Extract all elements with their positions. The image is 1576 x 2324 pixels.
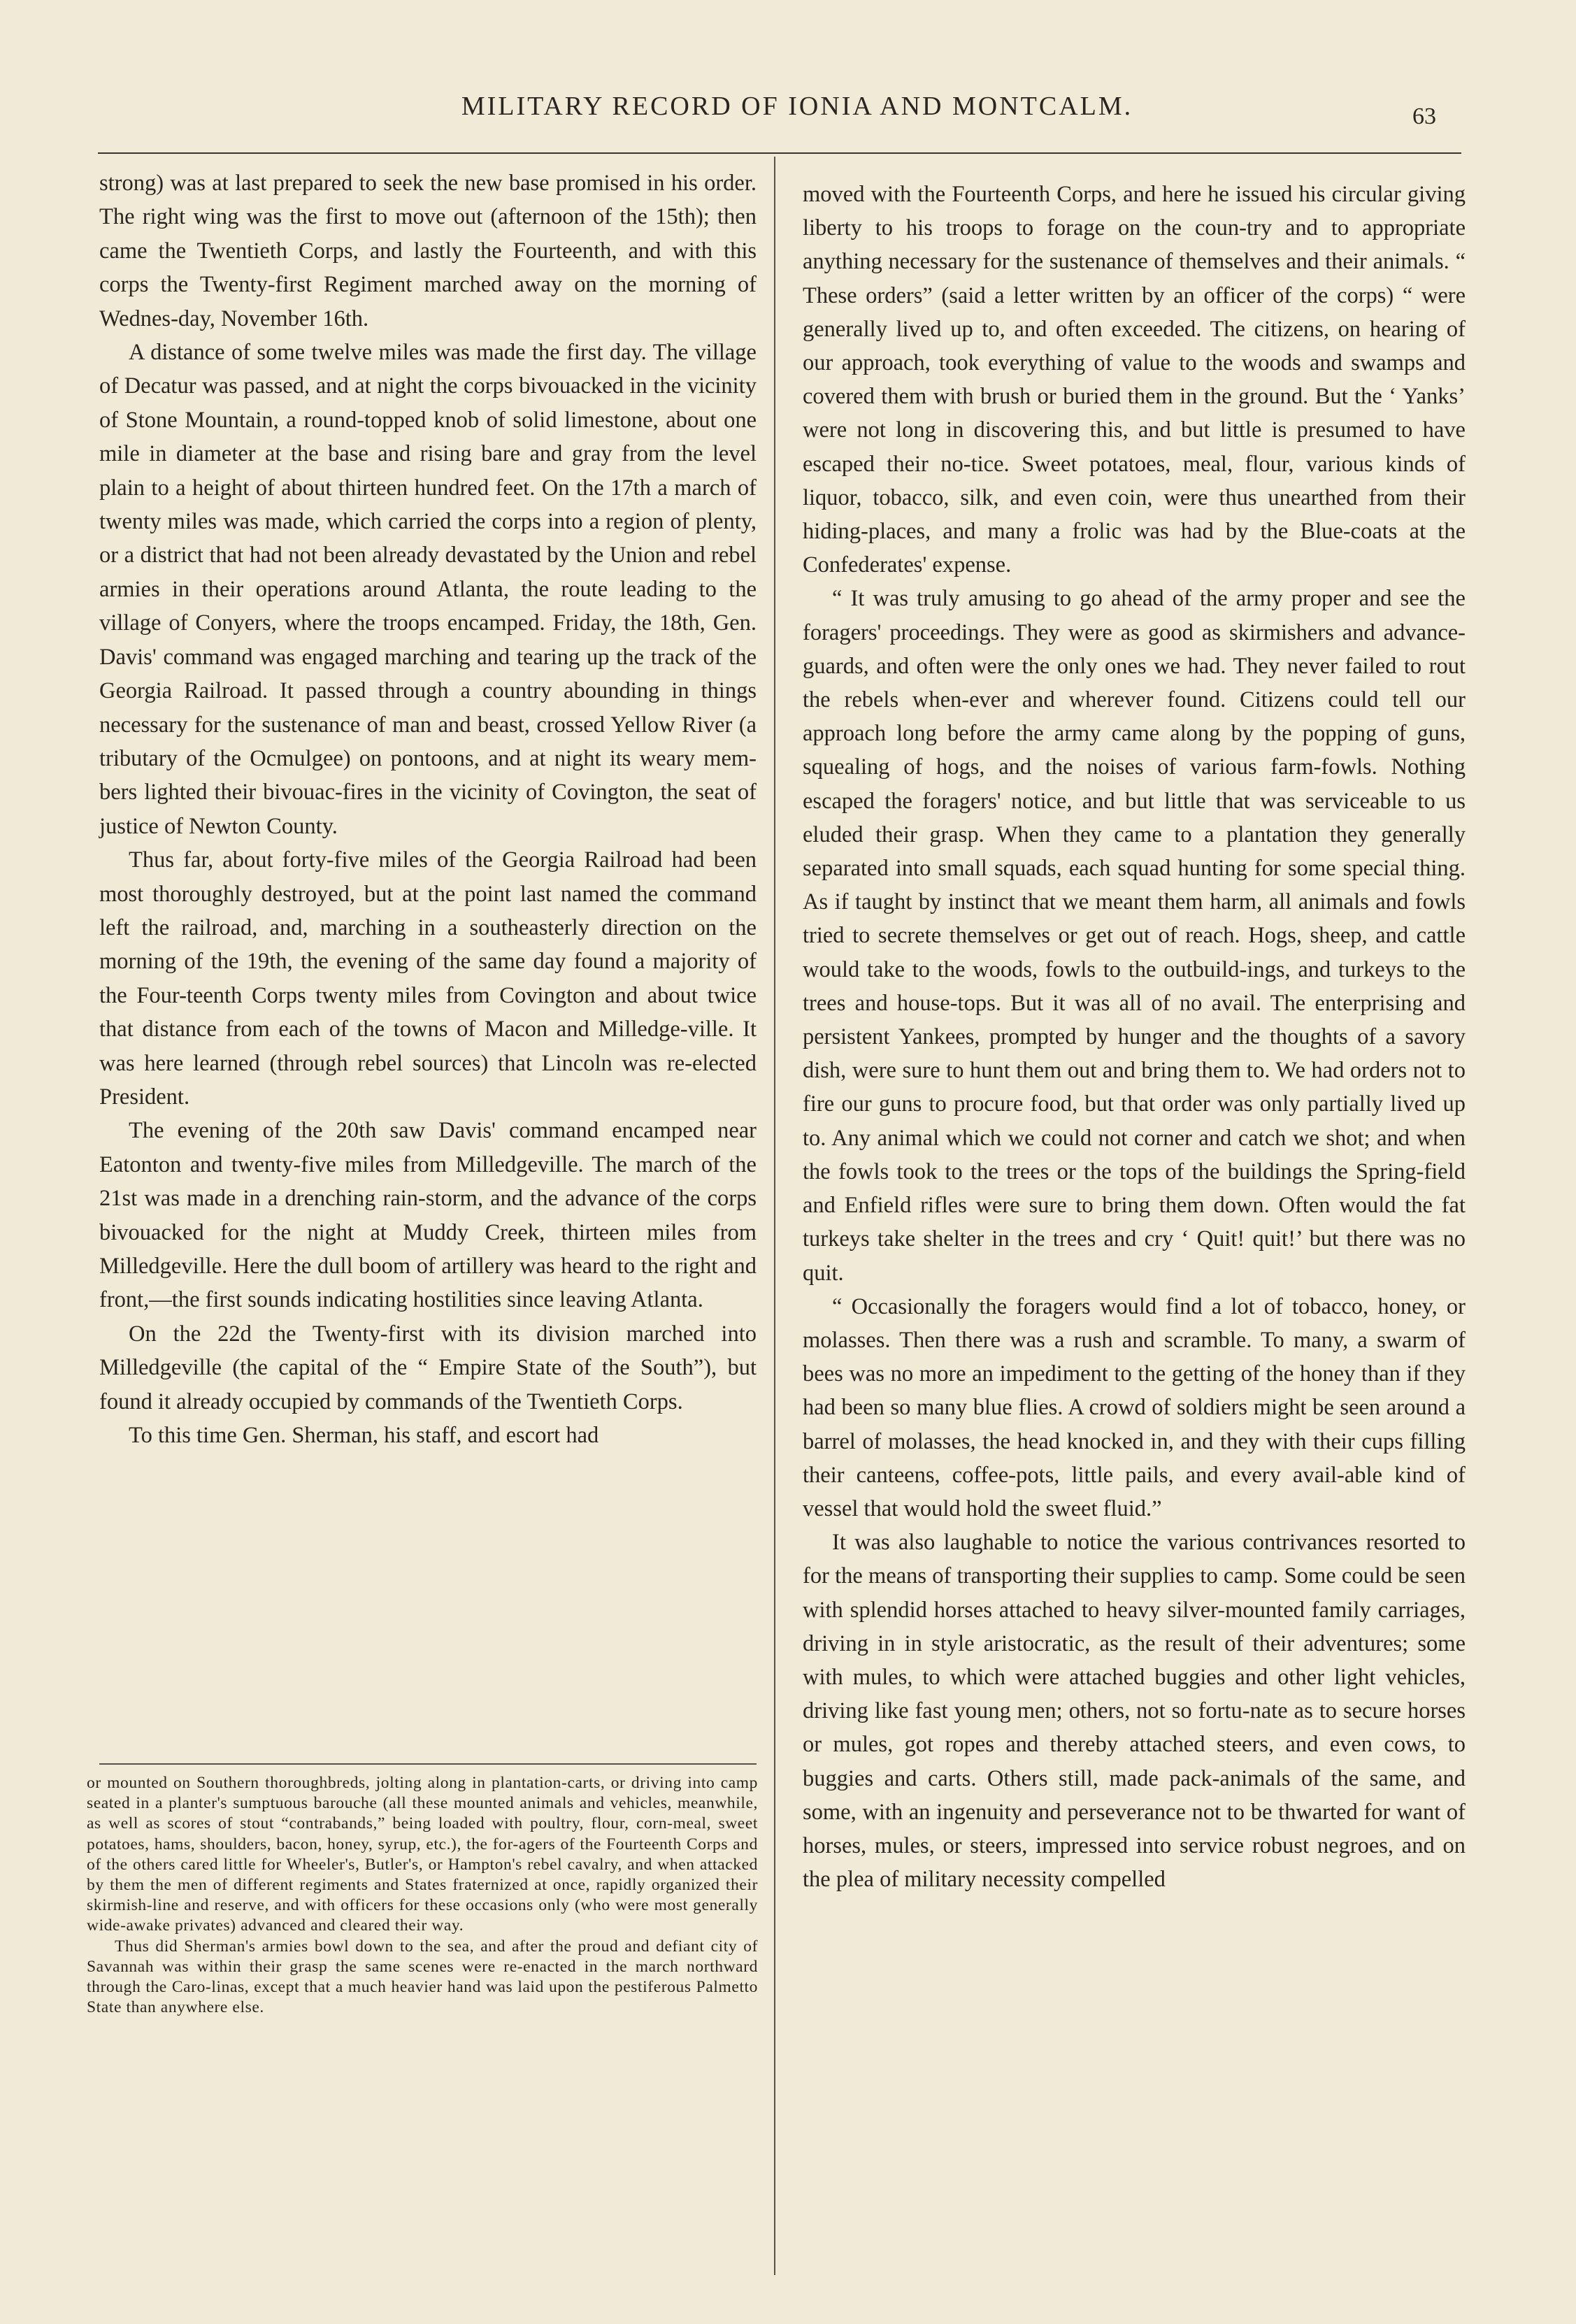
footnotes	[87, 1773, 758, 2018]
footnote-paragraph: or mounted on Southern thoroughbreds, jolting along in plantation-carts, or driving into camp seated in a planter's sumptuous barouche (all these mounted animals and vehicles, meanwhile, as well as scores of stout “contrabands,” being loaded with poultry, flour, corn-meal, sweet potatoes, hams, shoulders, bacon, honey, syrup, etc.), the for-agers of the Fourteenth Corps and of the others cared little for Wheeler's, Butler's, or Hampton's rebel cavalry, and when attacked by them the men of different regiments and States fraternized at once, rapidly organized their skirmish-line and reserve, and with officers for these occasions only (who were most generally wide-awake privates) advanced and cleared their way.	[87, 1774, 758, 1935]
right-paragraph: “ Occasionally the foragers would find a lot of tobacco, honey, or molasses. Then there was a rush and scramble. To many, a swarm of bees was no more an impediment to the getting of the honey than if they had been so many blue flies. A crowd of soldiers might be seen around a barrel of molasses, the head knocked in, and they with their cups filling their canteens, coffee-pots, little pails, and every avail-able kind of vessel that would hold the sweet fluid.”	[803, 1293, 1466, 1521]
running-title: MILITARY RECORD OF IONIA AND MONTCALM.	[461, 92, 1133, 121]
left-column	[99, 166, 757, 1452]
right-column	[803, 178, 1466, 1896]
page-number: 63	[1412, 103, 1436, 129]
right-paragraph: moved with the Fourteenth Corps, and here he issued his circular giving liberty to his troops to forage on the coun-try and to appropriate anything necessary for the sustenance of themselves and their animals. “ These orders” (said a letter written by an officer of the corps) “ were generally lived up to, and often exceeded. The citizens, on hearing of our approach, took everything of value to the woods and swamps and covered them with brush or buried them in the ground. But the ‘ Yanks’ were not long in discovering this, and but little is presumed to have escaped their no-tice. Sweet potatoes, meal, flour, various kinds of liquor, tobacco, silk, and even coin, were thus unearthed from their hiding-places, and many a frolic was had by the Blue-coats at the Confederates' expense.	[803, 182, 1466, 578]
footnote-rule	[99, 1763, 757, 1765]
left-paragraph: Thus far, about forty-five miles of the Georgia Railroad had been most thoroughly destroyed, but at the point last named the command left the railroad, and, marching in a southeasterly direction on the morning of the 19th, the evening of the same day found a majority of the Four-teenth Corps twenty miles from Covington and about twice that distance from each of the towns of Macon and Milledge-ville. It was here learned (through rebel sources) that Lincoln was re-elected President.	[99, 847, 757, 1110]
left-paragraph: The evening of the 20th saw Davis' command encamped near Eatonton and twenty-five miles from Milledgeville. The march of the 21st was made in a drenching rain-storm, and the advance of the corps bivouacked for the night at Muddy Creek, thirteen miles from Milledgeville. Here the dull boom of artillery was heard to the right and front,—the first sounds indicating hostilities since leaving Atlanta.	[99, 1118, 757, 1313]
left-paragraph: On the 22d the Twenty-first with its division marched into Milledgeville (the capital of the “ Empire State of the South”), but found it already occupied by commands of the Twentieth Corps.	[99, 1321, 757, 1414]
right-paragraph: It was also laughable to notice the various contrivances resorted to for the means of transporting their supplies to camp. Some could be seen with splendid horses attached to heavy silver-mounted family carriages, driving in in style aristocratic, as the result of their adventures; some with mules, to which were attached buggies and other light vehicles, driving like fast young men; others, not so fortu-nate as to secure horses or mules, got ropes and thereby attached steers, and even cows, to buggies and carts. Others still, made pack-animals of the same, and some, with an ingenuity and perseverance not to be thwarted for want of horses, mules, or steers, impressed into service robust negroes, and on the plea of military necessity compelled	[803, 1530, 1466, 1893]
column-divider	[774, 157, 775, 2275]
header-rule	[98, 152, 1461, 154]
left-paragraph: A distance of some twelve miles was made the first day. The village of Decatur was passed, and at night the corps bivouacked in the vicinity of Stone Mountain, a round-topped knob of solid limestone, about one mile in diameter at the base and rising bare and gray from the level plain to a height of about thirteen hundred feet. On the 17th a march of twenty miles was made, which carried the corps into a region of plenty, or a district that had not been already devastated by the Union and rebel armies in their operations around Atlanta, the route leading to the village of Conyers, where the troops encamped. Friday, the 18th, Gen. Davis' command was engaged marching and tearing up the track of the Georgia Railroad. It passed through a country abounding in things necessary for the sustenance of man and beast, crossed Yellow River (a tributary of the Ocmulgee) on pontoons, and at night its weary mem-bers lighted their bivouac-fires in the vicinity of Covington, the seat of justice of Newton County.	[99, 340, 757, 839]
footnote-paragraph: Thus did Sherman's armies bowl down to the sea, and after the proud and defiant city of Savannah was within their grasp the same scenes were re-enacted in the march northward through the Caro-linas, except that a much heavier hand was laid upon the pestiferous Palmetto State than anywhere else.	[87, 1937, 758, 2017]
right-paragraph: “ It was truly amusing to go ahead of the army proper and see the foragers' proceedings. They were as good as skirmishers and advance-guards, and often were the only ones we had. They never failed to rout the rebels when-ever and wherever found. Citizens could tell our approach long before the army came along by the popping of guns, squealing of hogs, and the noises of various farm-fowls. Nothing escaped the foragers' notice, and but little that was serviceable to us eluded their grasp. When they came to a plantation they generally separated into small squads, each squad hunting for some special thing. As if taught by instinct that we meant them harm, all animals and fowls tried to secrete themselves or get out of reach. Hogs, sheep, and cattle would take to the woods, fowls to the outbuild-ings, and turkeys to the trees and house-tops. But it was all of no avail. The enterprising and persistent Yankees, prompted by hunger and the thoughts of a savory dish, were sure to hunt them out and bring them to. We had orders not to fire our guns to procure food, but that order was only partially lived up to. Any animal which we could not corner and catch we shot; and when the fowls took to the trees or the tops of the buildings the Spring-field and Enfield rifles were sure to bring them down. Often would the fat turkeys take shelter in the trees and cry ‘ Quit! quit!’ but there was no quit.	[803, 586, 1466, 1286]
left-paragraph: strong) was at last prepared to seek the new base promised in his order. The right wing was the first to move out (afternoon of the 15th); then came the Twentieth Corps, and lastly the Fourteenth, and with this corps the Twenty-first Regiment marched away on the morning of Wednes-day, November 16th.	[99, 171, 757, 331]
left-paragraph: To this time Gen. Sherman, his staff, and escort had	[129, 1423, 599, 1449]
